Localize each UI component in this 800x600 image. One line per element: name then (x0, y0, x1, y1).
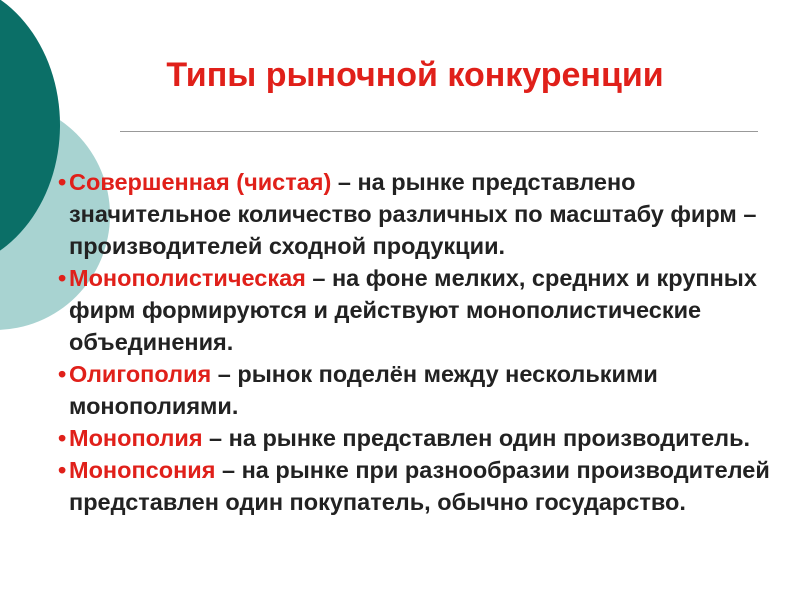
definition-monopolistic-competition: – на фоне мелких, средних и крупных фирм формируются и действуют монополистические объединения. (69, 265, 757, 355)
definition-oligopoly: – рынок поделён между несколькими монополиями. (69, 361, 658, 419)
list-item-monopoly (58, 422, 778, 454)
term-perfect-competition: Совершенная (чистая) (69, 169, 332, 195)
definition-monopsony: – на рынке при разнообразии производителей представлен один покупатель, обычно государство. (69, 457, 770, 515)
term-monopoly: Монополия (69, 425, 203, 451)
competition-types-list (58, 166, 778, 518)
list-item-monopolistic-competition (58, 262, 778, 358)
definition-perfect-competition: – на рынке представлено значительное количество различных по масштабу фирм – производителей сходной продукции. (69, 169, 757, 259)
bullet-icon: • (58, 425, 67, 451)
title-divider (120, 131, 758, 132)
bullet-icon: • (58, 265, 67, 291)
list-item-perfect-competition (58, 166, 778, 262)
term-monopsony: Монопсония (69, 457, 216, 483)
bullet-icon: • (58, 361, 67, 387)
term-oligopoly: Олигополия (69, 361, 212, 387)
bullet-icon: • (58, 169, 67, 195)
bullet-icon: • (58, 457, 67, 483)
definition-monopoly: – на рынке представлен один производитель. (202, 425, 751, 451)
term-monopolistic-competition: Монополистическая (69, 265, 306, 291)
list-item-monopsony (58, 454, 778, 518)
list-item-oligopoly (58, 358, 778, 422)
slide-title: Типы рыночной конкуренции (166, 56, 664, 94)
